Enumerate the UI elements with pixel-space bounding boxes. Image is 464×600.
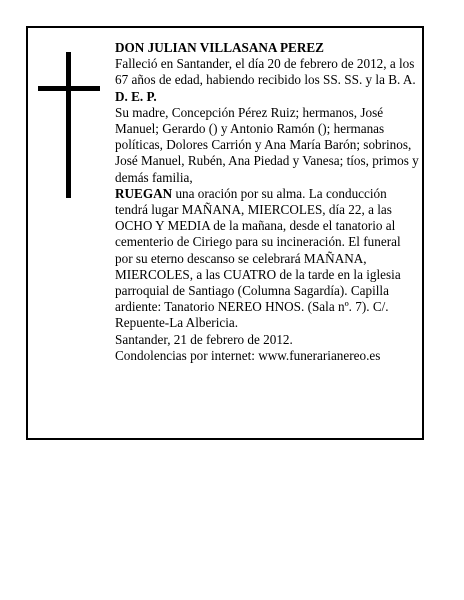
- cross-vertical-bar: [66, 52, 71, 198]
- obituary-notice: [26, 26, 424, 440]
- cross-horizontal-bar: [38, 86, 100, 91]
- cross-icon: [38, 52, 100, 198]
- family-list: Su madre, Concepción Pérez Ruiz; hermanos, José Manuel; Gerardo () y Antonio Ramón (); hermanas políticas, Dolores Carrión y Ana María Barón; sobrinos, José Manuel, Rubén, Ana Piedad y Vanesa; tíos, primos y demás familia,: [115, 104, 419, 185]
- ruegan-label: RUEGAN: [115, 185, 173, 201]
- funeral-request: [115, 186, 420, 332]
- funeral-details: una oración por su alma. La conducción tendrá lugar MAÑANA, MIERCOLES, día 22, a las OCHO Y MEDIA de la mañana, desde el tanatorio al cementerio de Ciriego para su incineración. El funeral por su eterno descanso se celebrará MAÑANA, MIERCOLES, a las CUATRO de la tarde en la iglesia parroquial de Santiago (Columna Sagardía). Capilla ardiente: Tanatorio NEREO HNOS. (Sala nº. 7). C/. Repuente-La Albericia.: [115, 185, 401, 331]
- death-statement: Falleció en Santander, el día 20 de febrero de 2012, a los 67 años de edad, habiendo recibido los SS. SS. y la B. A.: [115, 56, 416, 88]
- condolences-line: Condolencias por internet: www.funerarianereo.es: [115, 347, 381, 363]
- rip-line: D. E. P.: [115, 88, 157, 104]
- obituary-text: [115, 40, 420, 364]
- deceased-name: DON JULIAN VILLASANA PEREZ: [115, 40, 324, 55]
- place-date: Santander, 21 de febrero de 2012.: [115, 331, 293, 347]
